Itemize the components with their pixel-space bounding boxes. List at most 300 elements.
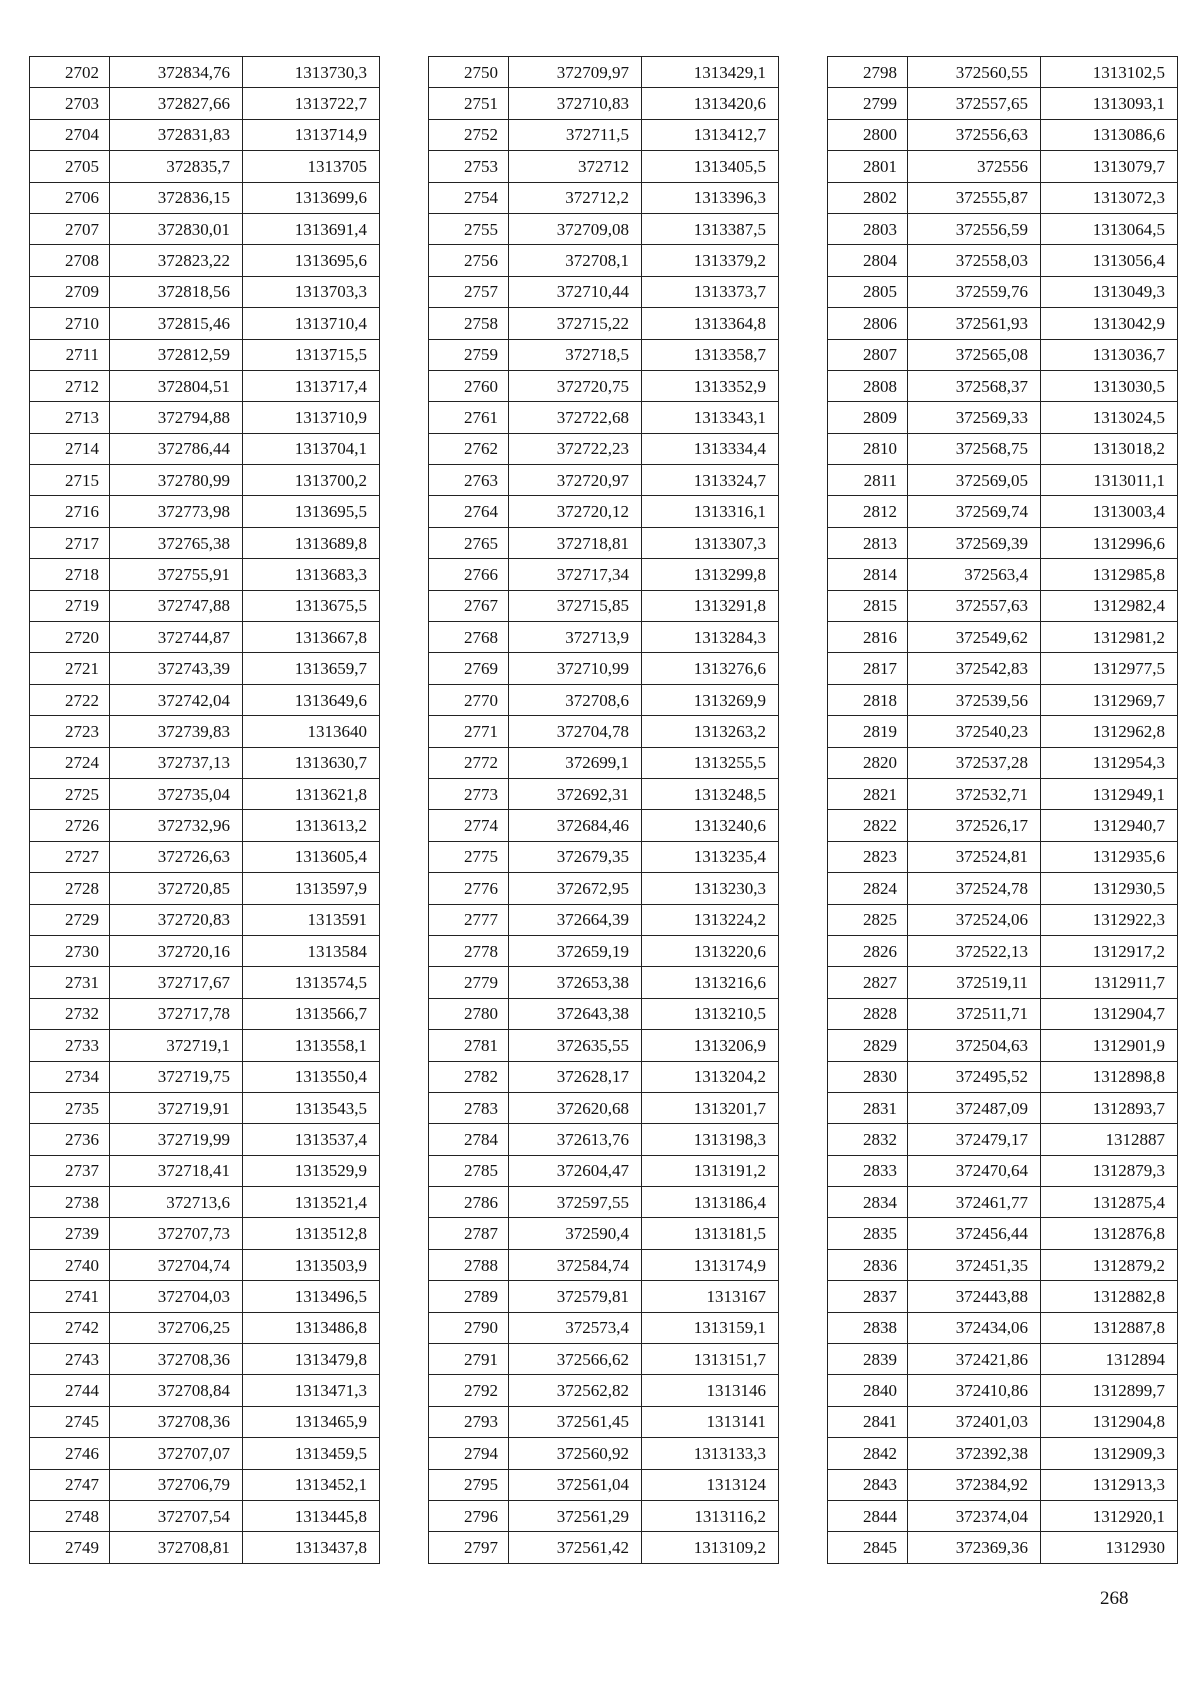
x-coordinate-cell: 372635,55 (509, 1030, 642, 1061)
y-coordinate-cell: 1313379,2 (642, 245, 779, 276)
y-coordinate-cell: 1313056,4 (1041, 245, 1178, 276)
y-coordinate-cell: 1313695,6 (243, 245, 380, 276)
point-number-cell: 2788 (429, 1249, 509, 1280)
y-coordinate-cell: 1312981,2 (1041, 622, 1178, 653)
y-coordinate-cell: 1313307,3 (642, 527, 779, 558)
y-coordinate-cell: 1313174,9 (642, 1249, 779, 1280)
y-coordinate-cell: 1313116,2 (642, 1500, 779, 1531)
point-number-cell: 2841 (828, 1406, 908, 1437)
x-coordinate-cell: 372823,22 (110, 245, 243, 276)
point-number-cell: 2746 (30, 1438, 110, 1469)
x-coordinate-cell: 372504,63 (908, 1030, 1041, 1061)
point-number-cell: 2837 (828, 1281, 908, 1312)
point-number-cell: 2730 (30, 935, 110, 966)
table-row (429, 1406, 779, 1437)
x-coordinate-cell: 372720,97 (509, 465, 642, 496)
point-number-cell: 2712 (30, 370, 110, 401)
x-coordinate-cell: 372479,17 (908, 1124, 1041, 1155)
table-row (30, 182, 380, 213)
point-number-cell: 2721 (30, 653, 110, 684)
y-coordinate-cell: 1312940,7 (1041, 810, 1178, 841)
y-coordinate-cell: 1313146 (642, 1375, 779, 1406)
y-coordinate-cell: 1312899,7 (1041, 1375, 1178, 1406)
x-coordinate-cell: 372827,66 (110, 88, 243, 119)
x-coordinate-cell: 372719,75 (110, 1061, 243, 1092)
table-row (828, 967, 1178, 998)
x-coordinate-cell: 372524,78 (908, 873, 1041, 904)
table-row (828, 747, 1178, 778)
y-coordinate-cell: 1313343,1 (642, 402, 779, 433)
table-row (429, 88, 779, 119)
point-number-cell: 2802 (828, 182, 908, 213)
point-number-cell: 2827 (828, 967, 908, 998)
y-coordinate-cell: 1313284,3 (642, 622, 779, 653)
x-coordinate-cell: 372804,51 (110, 370, 243, 401)
point-number-cell: 2742 (30, 1312, 110, 1343)
x-coordinate-cell: 372704,03 (110, 1281, 243, 1312)
x-coordinate-cell: 372556,59 (908, 213, 1041, 244)
y-coordinate-cell: 1313263,2 (642, 716, 779, 747)
x-coordinate-cell: 372524,06 (908, 904, 1041, 935)
table-row (30, 1218, 380, 1249)
table-row (429, 1249, 779, 1280)
x-coordinate-cell: 372522,13 (908, 935, 1041, 966)
table-row (429, 998, 779, 1029)
table-row (828, 1187, 1178, 1218)
y-coordinate-cell: 1313201,7 (642, 1092, 779, 1123)
table-row (828, 873, 1178, 904)
y-coordinate-cell: 1313396,3 (642, 182, 779, 213)
point-number-cell: 2787 (429, 1218, 509, 1249)
x-coordinate-cell: 372719,91 (110, 1092, 243, 1123)
x-coordinate-cell: 372537,28 (908, 747, 1041, 778)
point-number-cell: 2733 (30, 1030, 110, 1061)
table-row (828, 1406, 1178, 1437)
y-coordinate-cell: 1312876,8 (1041, 1218, 1178, 1249)
point-number-cell: 2808 (828, 370, 908, 401)
table-row (30, 1155, 380, 1186)
point-number-cell: 2768 (429, 622, 509, 653)
point-number-cell: 2754 (429, 182, 509, 213)
y-coordinate-cell: 1313621,8 (243, 778, 380, 809)
point-number-cell: 2741 (30, 1281, 110, 1312)
table-row (429, 967, 779, 998)
point-number-cell: 2752 (429, 119, 509, 150)
point-number-cell: 2809 (828, 402, 908, 433)
table-row (828, 1124, 1178, 1155)
x-coordinate-cell: 372526,17 (908, 810, 1041, 841)
point-number-cell: 2756 (429, 245, 509, 276)
table-row (828, 151, 1178, 182)
x-coordinate-cell: 372739,83 (110, 716, 243, 747)
x-coordinate-cell: 372722,23 (509, 433, 642, 464)
y-coordinate-cell: 1312894 (1041, 1344, 1178, 1375)
table-row (429, 1500, 779, 1531)
table-row (30, 339, 380, 370)
table-row (429, 465, 779, 496)
x-coordinate-cell: 372613,76 (509, 1124, 642, 1155)
y-coordinate-cell: 1313299,8 (642, 559, 779, 590)
x-coordinate-cell: 372561,29 (509, 1500, 642, 1531)
y-coordinate-cell: 1313543,5 (243, 1092, 380, 1123)
x-coordinate-cell: 372519,11 (908, 967, 1041, 998)
x-coordinate-cell: 372659,19 (509, 935, 642, 966)
table-row (429, 1218, 779, 1249)
point-number-cell: 2822 (828, 810, 908, 841)
x-coordinate-cell: 372569,33 (908, 402, 1041, 433)
point-number-cell: 2831 (828, 1092, 908, 1123)
y-coordinate-cell: 1313412,7 (642, 119, 779, 150)
y-coordinate-cell: 1313181,5 (642, 1218, 779, 1249)
table-row (429, 747, 779, 778)
y-coordinate-cell: 1312911,7 (1041, 967, 1178, 998)
point-number-cell: 2817 (828, 653, 908, 684)
y-coordinate-cell: 1313167 (642, 1281, 779, 1312)
table-row (828, 904, 1178, 935)
point-number-cell: 2763 (429, 465, 509, 496)
point-number-cell: 2715 (30, 465, 110, 496)
y-coordinate-cell: 1312879,3 (1041, 1155, 1178, 1186)
table-row (30, 1344, 380, 1375)
point-number-cell: 2713 (30, 402, 110, 433)
table-row (30, 1312, 380, 1343)
x-coordinate-cell: 372720,75 (509, 370, 642, 401)
x-coordinate-cell: 372557,65 (908, 88, 1041, 119)
x-coordinate-cell: 372710,83 (509, 88, 642, 119)
y-coordinate-cell: 1313230,3 (642, 873, 779, 904)
table-row (30, 1249, 380, 1280)
table-row (828, 88, 1178, 119)
table-row (828, 496, 1178, 527)
x-coordinate-cell: 372717,78 (110, 998, 243, 1029)
y-coordinate-cell: 1313512,8 (243, 1218, 380, 1249)
table-row (828, 119, 1178, 150)
table-row (828, 778, 1178, 809)
y-coordinate-cell: 1313695,5 (243, 496, 380, 527)
x-coordinate-cell: 372713,9 (509, 622, 642, 653)
table-row (429, 684, 779, 715)
point-number-cell: 2736 (30, 1124, 110, 1155)
table-row (429, 527, 779, 558)
point-number-cell: 2747 (30, 1469, 110, 1500)
table-row (30, 1124, 380, 1155)
point-number-cell: 2811 (828, 465, 908, 496)
point-number-cell: 2834 (828, 1187, 908, 1218)
table-row (30, 935, 380, 966)
table-row (429, 1469, 779, 1500)
y-coordinate-cell: 1312887,8 (1041, 1312, 1178, 1343)
x-coordinate-cell: 372561,45 (509, 1406, 642, 1437)
y-coordinate-cell: 1313216,6 (642, 967, 779, 998)
x-coordinate-cell: 372708,6 (509, 684, 642, 715)
table-row (30, 119, 380, 150)
point-number-cell: 2778 (429, 935, 509, 966)
y-coordinate-cell: 1313689,8 (243, 527, 380, 558)
x-coordinate-cell: 372711,5 (509, 119, 642, 150)
y-coordinate-cell: 1313730,3 (243, 57, 380, 88)
table-row (429, 1030, 779, 1061)
x-coordinate-cell: 372540,23 (908, 716, 1041, 747)
point-number-cell: 2743 (30, 1344, 110, 1375)
table-row (30, 873, 380, 904)
x-coordinate-cell: 372709,08 (509, 213, 642, 244)
x-coordinate-cell: 372384,92 (908, 1469, 1041, 1500)
point-number-cell: 2762 (429, 433, 509, 464)
x-coordinate-cell: 372812,59 (110, 339, 243, 370)
table-row (429, 935, 779, 966)
table-row (429, 1375, 779, 1406)
table-row (429, 904, 779, 935)
y-coordinate-cell: 1312917,2 (1041, 935, 1178, 966)
point-number-cell: 2767 (429, 590, 509, 621)
table-row (429, 119, 779, 150)
point-number-cell: 2819 (828, 716, 908, 747)
point-number-cell: 2799 (828, 88, 908, 119)
table-row (30, 778, 380, 809)
y-coordinate-cell: 1313011,1 (1041, 465, 1178, 496)
y-coordinate-cell: 1313003,4 (1041, 496, 1178, 527)
y-coordinate-cell: 1313429,1 (642, 57, 779, 88)
y-coordinate-cell: 1313529,9 (243, 1155, 380, 1186)
x-coordinate-cell: 372434,06 (908, 1312, 1041, 1343)
y-coordinate-cell: 1313710,9 (243, 402, 380, 433)
point-number-cell: 2729 (30, 904, 110, 935)
x-coordinate-cell: 372692,31 (509, 778, 642, 809)
x-coordinate-cell: 372836,15 (110, 182, 243, 213)
y-coordinate-cell: 1313521,4 (243, 1187, 380, 1218)
table-row (429, 716, 779, 747)
point-number-cell: 2791 (429, 1344, 509, 1375)
x-coordinate-cell: 372717,67 (110, 967, 243, 998)
point-number-cell: 2800 (828, 119, 908, 150)
x-coordinate-cell: 372773,98 (110, 496, 243, 527)
y-coordinate-cell: 1312922,3 (1041, 904, 1178, 935)
point-number-cell: 2805 (828, 276, 908, 307)
y-coordinate-cell: 1313364,8 (642, 308, 779, 339)
x-coordinate-cell: 372560,92 (509, 1438, 642, 1469)
point-number-cell: 2772 (429, 747, 509, 778)
y-coordinate-cell: 1313030,5 (1041, 370, 1178, 401)
y-coordinate-cell: 1313437,8 (243, 1532, 380, 1563)
y-coordinate-cell: 1313597,9 (243, 873, 380, 904)
table-row (30, 370, 380, 401)
y-coordinate-cell: 1313240,6 (642, 810, 779, 841)
y-coordinate-cell: 1312954,3 (1041, 747, 1178, 778)
point-number-cell: 2818 (828, 684, 908, 715)
point-number-cell: 2824 (828, 873, 908, 904)
x-coordinate-cell: 372709,97 (509, 57, 642, 88)
table-row (30, 402, 380, 433)
table-row (30, 1061, 380, 1092)
point-number-cell: 2784 (429, 1124, 509, 1155)
table-row (429, 1061, 779, 1092)
table-row (30, 527, 380, 558)
point-number-cell: 2816 (828, 622, 908, 653)
table-row (828, 370, 1178, 401)
x-coordinate-cell: 372742,04 (110, 684, 243, 715)
x-coordinate-cell: 372470,64 (908, 1155, 1041, 1186)
x-coordinate-cell: 372744,87 (110, 622, 243, 653)
y-coordinate-cell: 1313324,7 (642, 465, 779, 496)
y-coordinate-cell: 1312904,7 (1041, 998, 1178, 1029)
point-number-cell: 2844 (828, 1500, 908, 1531)
x-coordinate-cell: 372718,41 (110, 1155, 243, 1186)
table-row (828, 841, 1178, 872)
point-number-cell: 2821 (828, 778, 908, 809)
y-coordinate-cell: 1313574,5 (243, 967, 380, 998)
y-coordinate-cell: 1312930,5 (1041, 873, 1178, 904)
point-number-cell: 2804 (828, 245, 908, 276)
point-number-cell: 2740 (30, 1249, 110, 1280)
point-number-cell: 2840 (828, 1375, 908, 1406)
y-coordinate-cell: 1312969,7 (1041, 684, 1178, 715)
table-row (30, 559, 380, 590)
x-coordinate-cell: 372830,01 (110, 213, 243, 244)
x-coordinate-cell: 372706,25 (110, 1312, 243, 1343)
point-number-cell: 2732 (30, 998, 110, 1029)
table-row (828, 1312, 1178, 1343)
y-coordinate-cell: 1313714,9 (243, 119, 380, 150)
table-row (30, 88, 380, 119)
point-number-cell: 2812 (828, 496, 908, 527)
table-row (828, 1155, 1178, 1186)
y-coordinate-cell: 1313042,9 (1041, 308, 1178, 339)
point-number-cell: 2755 (429, 213, 509, 244)
y-coordinate-cell: 1313496,5 (243, 1281, 380, 1312)
y-coordinate-cell: 1313316,1 (642, 496, 779, 527)
table-row (828, 935, 1178, 966)
x-coordinate-cell: 372568,75 (908, 433, 1041, 464)
table-row (30, 1030, 380, 1061)
point-number-cell: 2794 (429, 1438, 509, 1469)
table-row (429, 810, 779, 841)
x-coordinate-cell: 372707,54 (110, 1500, 243, 1531)
x-coordinate-cell: 372555,87 (908, 182, 1041, 213)
table-row (828, 57, 1178, 88)
point-number-cell: 2727 (30, 841, 110, 872)
table-row (429, 402, 779, 433)
y-coordinate-cell: 1312898,8 (1041, 1061, 1178, 1092)
x-coordinate-cell: 372557,63 (908, 590, 1041, 621)
point-number-cell: 2789 (429, 1281, 509, 1312)
x-coordinate-cell: 372495,52 (908, 1061, 1041, 1092)
x-coordinate-cell: 372569,74 (908, 496, 1041, 527)
x-coordinate-cell: 372712 (509, 151, 642, 182)
y-coordinate-cell: 1313503,9 (243, 1249, 380, 1280)
x-coordinate-cell: 372831,83 (110, 119, 243, 150)
point-number-cell: 2719 (30, 590, 110, 621)
table-row (828, 527, 1178, 558)
x-coordinate-cell: 372704,78 (509, 716, 642, 747)
y-coordinate-cell: 1313133,3 (642, 1438, 779, 1469)
table-row (30, 1375, 380, 1406)
point-number-cell: 2835 (828, 1218, 908, 1249)
y-coordinate-cell: 1313630,7 (243, 747, 380, 778)
point-number-cell: 2797 (429, 1532, 509, 1563)
table-row (828, 1532, 1178, 1563)
x-coordinate-cell: 372664,39 (509, 904, 642, 935)
point-number-cell: 2832 (828, 1124, 908, 1155)
x-coordinate-cell: 372562,82 (509, 1375, 642, 1406)
y-coordinate-cell: 1313248,5 (642, 778, 779, 809)
point-number-cell: 2807 (828, 339, 908, 370)
table-row (30, 1500, 380, 1531)
y-coordinate-cell: 1313358,7 (642, 339, 779, 370)
x-coordinate-cell: 372706,79 (110, 1469, 243, 1500)
x-coordinate-cell: 372708,1 (509, 245, 642, 276)
y-coordinate-cell: 1312985,8 (1041, 559, 1178, 590)
table-row (828, 622, 1178, 653)
table-row (30, 1438, 380, 1469)
y-coordinate-cell: 1312909,3 (1041, 1438, 1178, 1469)
point-number-cell: 2795 (429, 1469, 509, 1500)
y-coordinate-cell: 1313159,1 (642, 1312, 779, 1343)
table-row (30, 276, 380, 307)
x-coordinate-cell: 372707,73 (110, 1218, 243, 1249)
x-coordinate-cell: 372737,13 (110, 747, 243, 778)
point-number-cell: 2777 (429, 904, 509, 935)
table-row (828, 402, 1178, 433)
table-row (30, 308, 380, 339)
y-coordinate-cell: 1313471,3 (243, 1375, 380, 1406)
table-row (828, 433, 1178, 464)
x-coordinate-cell: 372780,99 (110, 465, 243, 496)
y-coordinate-cell: 1313537,4 (243, 1124, 380, 1155)
y-coordinate-cell: 1313420,6 (642, 88, 779, 119)
y-coordinate-cell: 1312935,6 (1041, 841, 1178, 872)
point-number-cell: 2714 (30, 433, 110, 464)
x-coordinate-cell: 372715,22 (509, 308, 642, 339)
y-coordinate-cell: 1313198,3 (642, 1124, 779, 1155)
y-coordinate-cell: 1313186,4 (642, 1187, 779, 1218)
table-row (30, 841, 380, 872)
point-number-cell: 2776 (429, 873, 509, 904)
y-coordinate-cell: 1312977,5 (1041, 653, 1178, 684)
table-row (429, 622, 779, 653)
point-number-cell: 2842 (828, 1438, 908, 1469)
point-number-cell: 2833 (828, 1155, 908, 1186)
table-row (429, 213, 779, 244)
table-row (828, 1218, 1178, 1249)
y-coordinate-cell: 1313220,6 (642, 935, 779, 966)
x-coordinate-cell: 372718,5 (509, 339, 642, 370)
point-number-cell: 2801 (828, 151, 908, 182)
x-coordinate-cell: 372720,85 (110, 873, 243, 904)
y-coordinate-cell: 1313715,5 (243, 339, 380, 370)
y-coordinate-cell: 1313717,4 (243, 370, 380, 401)
point-number-cell: 2825 (828, 904, 908, 935)
x-coordinate-cell: 372684,46 (509, 810, 642, 841)
y-coordinate-cell: 1313093,1 (1041, 88, 1178, 119)
y-coordinate-cell: 1313550,4 (243, 1061, 380, 1092)
y-coordinate-cell: 1312904,8 (1041, 1406, 1178, 1437)
y-coordinate-cell: 1313079,7 (1041, 151, 1178, 182)
y-coordinate-cell: 1313224,2 (642, 904, 779, 935)
x-coordinate-cell: 372421,86 (908, 1344, 1041, 1375)
y-coordinate-cell: 1313613,2 (243, 810, 380, 841)
table-row (429, 1281, 779, 1312)
y-coordinate-cell: 1312882,8 (1041, 1281, 1178, 1312)
y-coordinate-cell: 1313683,3 (243, 559, 380, 590)
table-row (828, 1469, 1178, 1500)
y-coordinate-cell: 1313235,4 (642, 841, 779, 872)
x-coordinate-cell: 372569,05 (908, 465, 1041, 496)
point-number-cell: 2749 (30, 1532, 110, 1563)
table-row (30, 1469, 380, 1500)
point-number-cell: 2781 (429, 1030, 509, 1061)
point-number-cell: 2785 (429, 1155, 509, 1186)
x-coordinate-cell: 372590,4 (509, 1218, 642, 1249)
